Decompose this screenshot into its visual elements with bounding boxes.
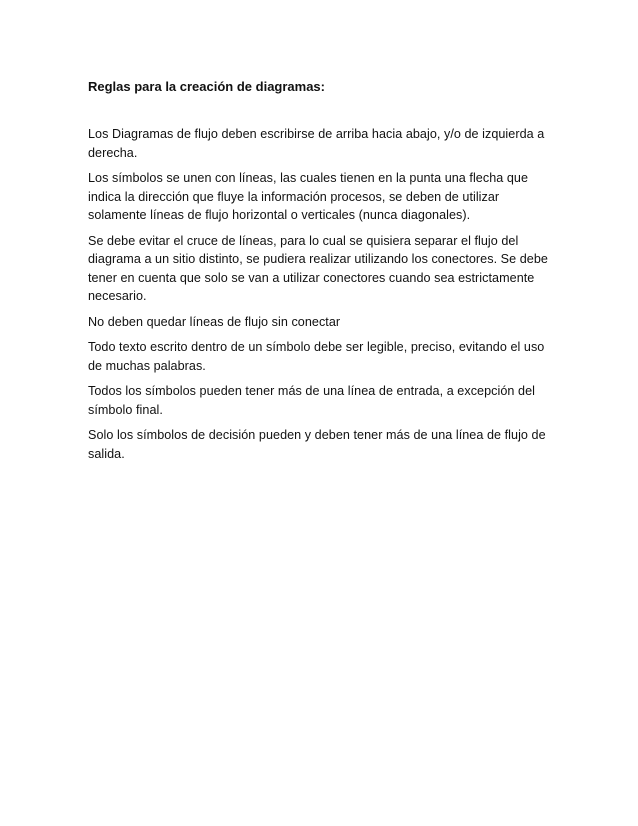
paragraph-6: Todos los símbolos pueden tener más de una línea de entrada, a excepción del símbolo final.	[88, 384, 535, 417]
paragraph-7: Solo los símbolos de decisión pueden y deben tener más de una línea de flujo de salida.	[88, 428, 546, 461]
paragraph-1: Los Diagramas de flujo deben escribirse de arriba hacia abajo, y/o de izquierda a derecha.	[88, 127, 545, 160]
paragraph-5: Todo texto escrito dentro de un símbolo debe ser legible, preciso, evitando el uso de muchas palabras.	[88, 340, 545, 373]
document-title: Reglas para la creación de diagramas:	[88, 79, 325, 94]
document-content	[88, 78, 553, 470]
paragraph-4: No deben quedar líneas de flujo sin conectar	[88, 314, 341, 329]
paragraph-2: Los símbolos se unen con líneas, las cuales tienen en la punta una flecha que indica la dirección que fluye la información procesos, se deben de utilizar solamente líneas de flujo horizontal o verticales (nunca diagonales).	[88, 171, 529, 222]
paragraph-3: Se debe evitar el cruce de líneas, para lo cual se quisiera separar el flujo del diagrama a un sitio distinto, se pudiera realizar utilizando los conectores. Se debe tener en cuenta que solo se van a utilizar conectores cuando sea estrictamente necesario.	[88, 233, 548, 303]
